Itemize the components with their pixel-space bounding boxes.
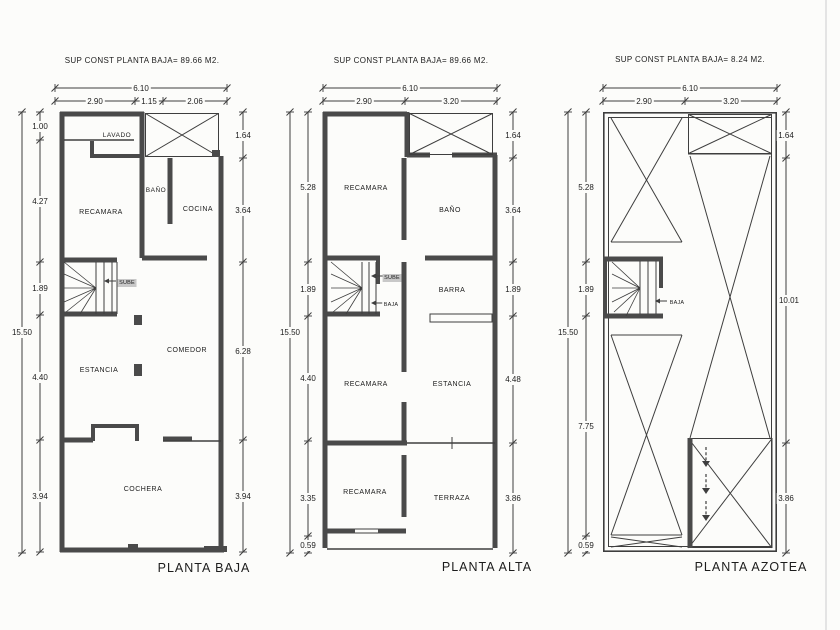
patio-xbox-planta-alta	[410, 114, 493, 155]
room-label-estancia: ESTANCIA	[79, 367, 119, 374]
dim-label: 3.94	[235, 492, 251, 501]
dim-label: 4.48	[505, 375, 521, 384]
drawing-line	[640, 261, 656, 314]
drawing-line	[690, 156, 770, 438]
door-jamb-marker	[134, 315, 142, 325]
plan-title: PLANTA AZOTEA	[694, 560, 808, 574]
dim-label: 3.86	[778, 494, 794, 503]
down-arrow-icon	[702, 488, 710, 494]
plan-header: SUP CONST PLANTA BAJA= 89.66 M2.	[333, 56, 489, 65]
roof-slope-marks-right	[688, 154, 772, 438]
drawing-line	[93, 426, 137, 441]
dim-label: 2.06	[187, 97, 203, 106]
drawing-line	[612, 262, 640, 316]
drawing-line	[212, 150, 220, 157]
stairs-planta-alta	[331, 262, 383, 314]
dim-label: 1.89	[505, 285, 521, 294]
stair-direction-arrow	[371, 301, 376, 306]
stair-label-sube: SUBE	[384, 275, 400, 281]
drawing-line	[64, 262, 96, 314]
roof-slope-marks-left	[611, 118, 682, 547]
drawing-line	[355, 529, 378, 533]
door-jamb-marker	[128, 544, 138, 552]
dim-label: 3.64	[235, 206, 251, 215]
room-label-cocina: COCINA	[182, 206, 214, 213]
down-arrow-icon	[702, 461, 710, 467]
room-label-lavado: LAVADO	[102, 132, 132, 139]
plan-header: SUP CONST PLANTA BAJA= 89.66 M2.	[64, 56, 220, 65]
dim-chain-right	[239, 109, 247, 556]
dim-label: 2.90	[636, 97, 652, 106]
dim-label: 0.59	[300, 541, 316, 550]
dim-label-left-total: 15.50	[557, 328, 579, 337]
room-label-recamara: RECAMARA	[344, 185, 388, 192]
dim-label: 3.20	[723, 97, 739, 106]
dim-label: 1.15	[141, 97, 157, 106]
walls-planta-alta	[323, 112, 497, 549]
drawing-line	[689, 439, 773, 549]
dim-chain-top-segments	[320, 97, 501, 105]
plan-planta-azotea	[556, 55, 807, 574]
dim-label-total: 6.10	[402, 84, 418, 93]
plan-title: PLANTA BAJA	[157, 561, 251, 575]
dim-label: 1.64	[505, 131, 521, 140]
dim-label: 3.94	[32, 492, 48, 501]
dim-label: 3.35	[300, 494, 316, 503]
room-label-recamara: RECAMARA	[344, 381, 388, 388]
dim-label: 3.64	[505, 206, 521, 215]
barra-counter	[430, 314, 492, 322]
drawing-line	[331, 262, 362, 314]
roof-xbox-bottom-right	[689, 438, 773, 548]
drawing-line	[611, 537, 682, 547]
stair-label-sube: SUBE	[119, 280, 135, 286]
plan-header: SUP CONST PLANTA BAJA= 8.24 M2.	[615, 55, 765, 64]
dim-chain-left	[304, 109, 312, 557]
dim-chain-right	[782, 109, 790, 557]
dim-label: 2.90	[356, 97, 372, 106]
room-label-estancia: ESTANCIA	[432, 381, 472, 388]
dim-label: 7.75	[578, 422, 594, 431]
dim-label: 2.90	[87, 97, 103, 106]
drawing-line	[410, 114, 493, 155]
dim-label-total: 6.10	[682, 84, 698, 93]
drawing-line	[146, 114, 219, 157]
room-label-cochera: COCHERA	[123, 486, 163, 493]
dim-label: 3.20	[443, 97, 459, 106]
stair-direction-arrow	[104, 279, 109, 284]
room-label-terraza: TERRAZA	[433, 495, 471, 502]
dim-label: 4.40	[32, 373, 48, 382]
drawing-line	[611, 118, 682, 242]
drawing-line	[689, 115, 772, 154]
patio-xbox-planta-baja	[146, 114, 221, 158]
stair-label-baja: BAJA	[669, 300, 685, 306]
stair-label-baja: BAJA	[383, 302, 399, 308]
dim-chain-top-segments	[600, 97, 781, 105]
plan-title: PLANTA ALTA	[441, 560, 533, 574]
room-label-recamara: RECAMARA	[343, 489, 387, 496]
room-label-recamara: RECAMARA	[79, 209, 123, 216]
dim-label-left-total: 15.50	[279, 328, 301, 337]
dim-label-left-total: 15.50	[11, 328, 33, 337]
patio-xbox-azotea	[689, 115, 772, 154]
dim-label: 0.59	[578, 541, 594, 550]
room-label-bano: BAÑO	[145, 187, 167, 194]
room-label-bano: BAÑO	[439, 207, 461, 214]
stairs-planta-baja	[64, 262, 117, 314]
dim-label: 10.01	[778, 296, 800, 305]
stair-direction-arrow	[371, 274, 376, 279]
dim-chain-right	[509, 109, 517, 557]
plan-planta-baja	[10, 56, 252, 575]
dim-label: 5.28	[300, 183, 316, 192]
dim-label: 1.89	[578, 285, 594, 294]
stairs-azotea	[603, 259, 667, 316]
dim-label-total: 6.10	[133, 84, 149, 93]
dim-label: 1.64	[778, 131, 794, 140]
dim-label: 3.86	[505, 494, 521, 503]
dim-label: 6.28	[235, 347, 251, 356]
dim-label: 4.27	[32, 197, 48, 206]
dim-label: 1.64	[235, 131, 251, 140]
room-label-comedor: COMEDOR	[166, 347, 208, 354]
dim-label: 4.40	[300, 374, 316, 383]
dim-chain-left	[36, 109, 44, 556]
door-jamb-marker	[134, 364, 142, 376]
drawing-line	[96, 262, 117, 314]
dim-label: 1.89	[300, 285, 316, 294]
plan-planta-alta	[278, 56, 532, 574]
room-label-barra: BARRA	[438, 287, 466, 294]
dim-label: 5.28	[578, 183, 594, 192]
dim-label: 1.89	[32, 284, 48, 293]
drawing-line	[362, 262, 376, 314]
down-arrow-icon	[702, 515, 710, 521]
dim-label: 1.00	[32, 122, 48, 131]
drawing-line	[611, 335, 682, 535]
dim-chain-left	[582, 109, 590, 557]
